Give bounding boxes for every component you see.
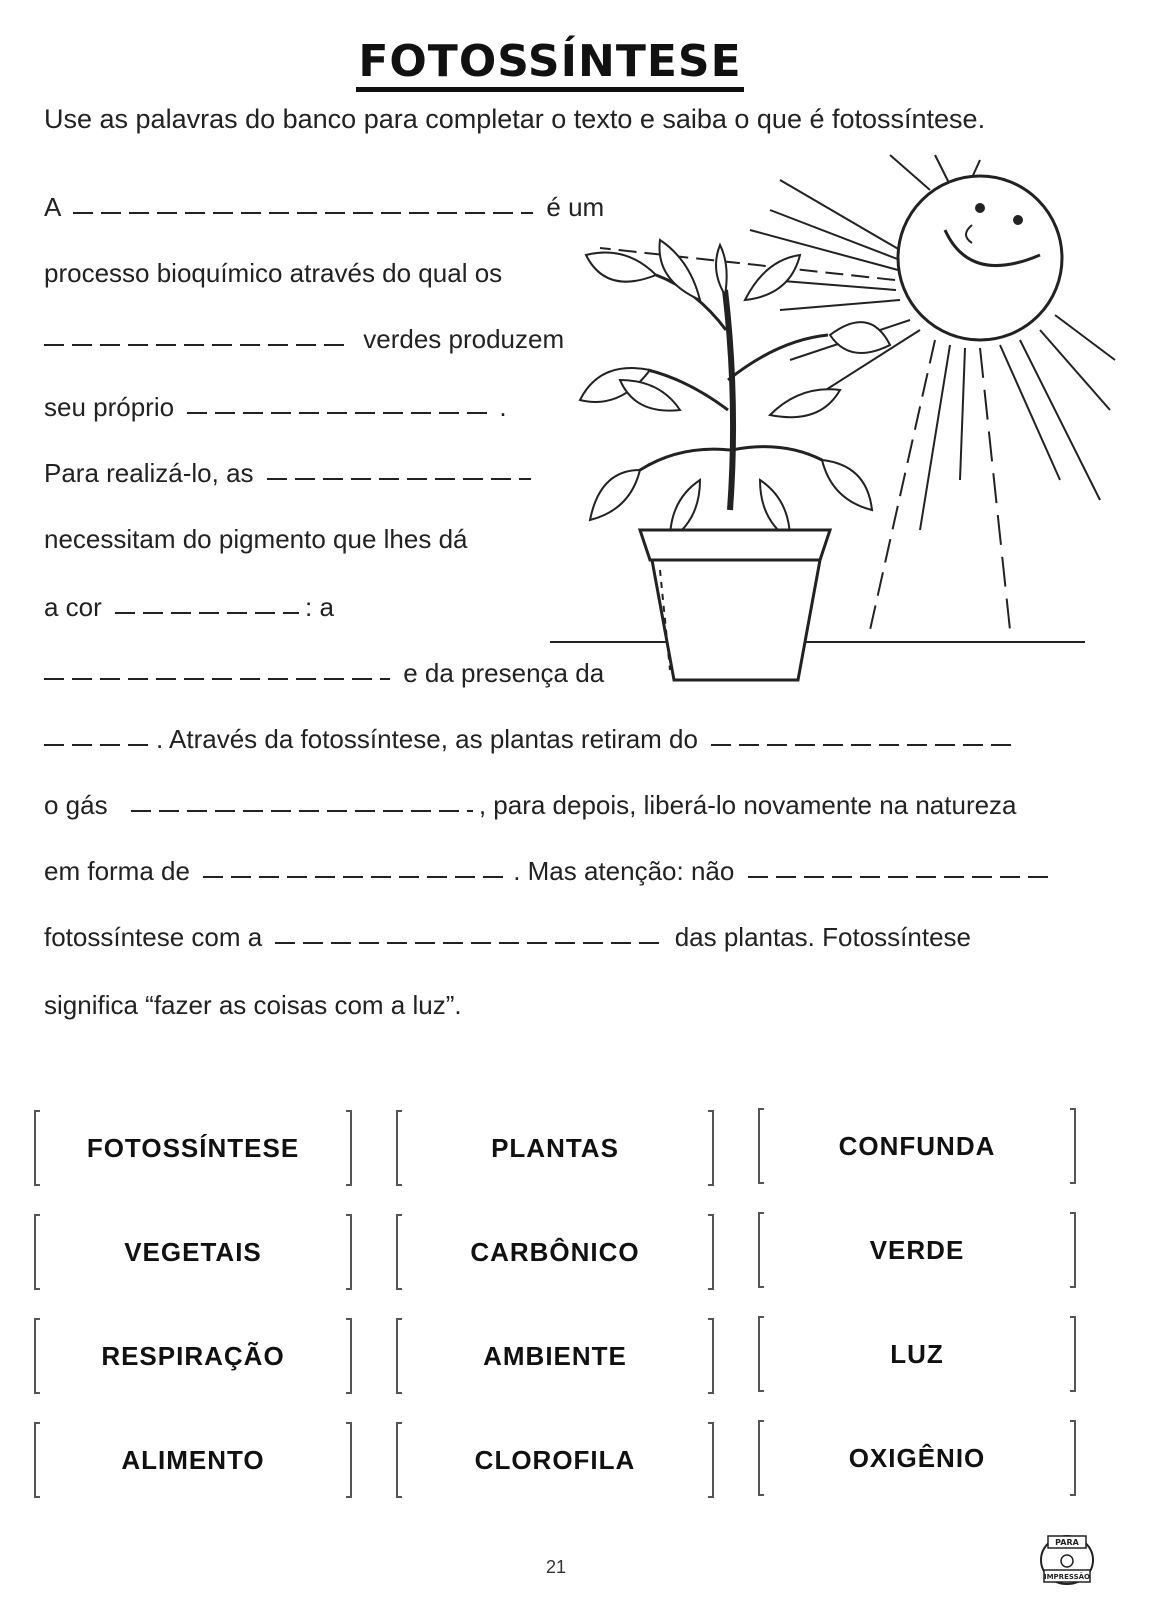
blank-11[interactable]	[748, 876, 1054, 878]
illustration	[540, 150, 1120, 700]
instructions: Use as palavras do banco para completar o texto e saiba o que é fotossíntese.	[44, 104, 986, 134]
text-line-8: e da presença da	[44, 656, 604, 690]
text-line-7: a cor : a	[44, 592, 334, 622]
blank-1[interactable]	[73, 212, 533, 214]
blank-4[interactable]	[267, 478, 531, 480]
text-line-10: o gás , para depois, liberá-lo novamente na natureza	[44, 790, 1017, 820]
word-bank-item[interactable]: CARBÔNICO	[396, 1214, 714, 1290]
svg-text:IMPRESSÃO: IMPRESSÃO	[1043, 1573, 1091, 1581]
word-bank-item[interactable]: ALIMENTO	[34, 1422, 352, 1498]
text-line-12: fotossíntese com a das plantas. Fotossíntese	[44, 922, 971, 952]
word-bank-item[interactable]: RESPIRAÇÃO	[34, 1318, 352, 1394]
page-number: 21	[545, 1557, 567, 1577]
blank-2[interactable]	[44, 344, 350, 346]
text-line-9: . Através da fotossíntese, as plantas retiram do	[44, 722, 1019, 756]
word-bank-item[interactable]: PLANTAS	[396, 1110, 714, 1186]
word-bank-item[interactable]: VEGETAIS	[34, 1214, 352, 1290]
word-bank-item[interactable]: CLOROFILA	[396, 1422, 714, 1498]
text-line-3: verdes produzem	[44, 322, 564, 356]
blank-7[interactable]	[44, 744, 150, 746]
text-line-11: em forma de . Mas atenção: não	[44, 854, 1060, 888]
page-title: FOTOSSÍNTESE	[0, 36, 1100, 87]
word-bank-item[interactable]: CONFUNDA	[758, 1108, 1076, 1184]
blank-12[interactable]	[275, 942, 661, 944]
blank-9[interactable]	[131, 810, 473, 812]
blank-10[interactable]	[203, 876, 507, 878]
word-bank-item[interactable]: AMBIENTE	[396, 1318, 714, 1394]
potted-plant-icon	[580, 240, 890, 680]
blank-6[interactable]	[44, 678, 390, 680]
svg-text:PARA: PARA	[1055, 1538, 1079, 1547]
word-bank-item[interactable]: FOTOSSÍNTESE	[34, 1110, 352, 1186]
text-line-5: Para realizá-lo, as	[44, 456, 537, 490]
word-bank-item[interactable]: OXIGÊNIO	[758, 1420, 1076, 1496]
text-line-1: A é um	[44, 192, 605, 222]
logo-icon	[1038, 1530, 1096, 1588]
text-line-13: significa “fazer as coisas com a luz”.	[44, 990, 462, 1020]
word-bank-item[interactable]: VERDE	[758, 1212, 1076, 1288]
text-line-6: necessitam do pigmento que lhes dá	[44, 524, 468, 554]
blank-3[interactable]	[187, 412, 493, 414]
word-bank-item[interactable]: LUZ	[758, 1316, 1076, 1392]
text-line-4: seu próprio .	[44, 392, 507, 422]
text-line-2: processo bioquímico através do qual os	[44, 258, 503, 288]
blank-8[interactable]	[711, 744, 1013, 746]
blank-5[interactable]	[115, 612, 299, 614]
